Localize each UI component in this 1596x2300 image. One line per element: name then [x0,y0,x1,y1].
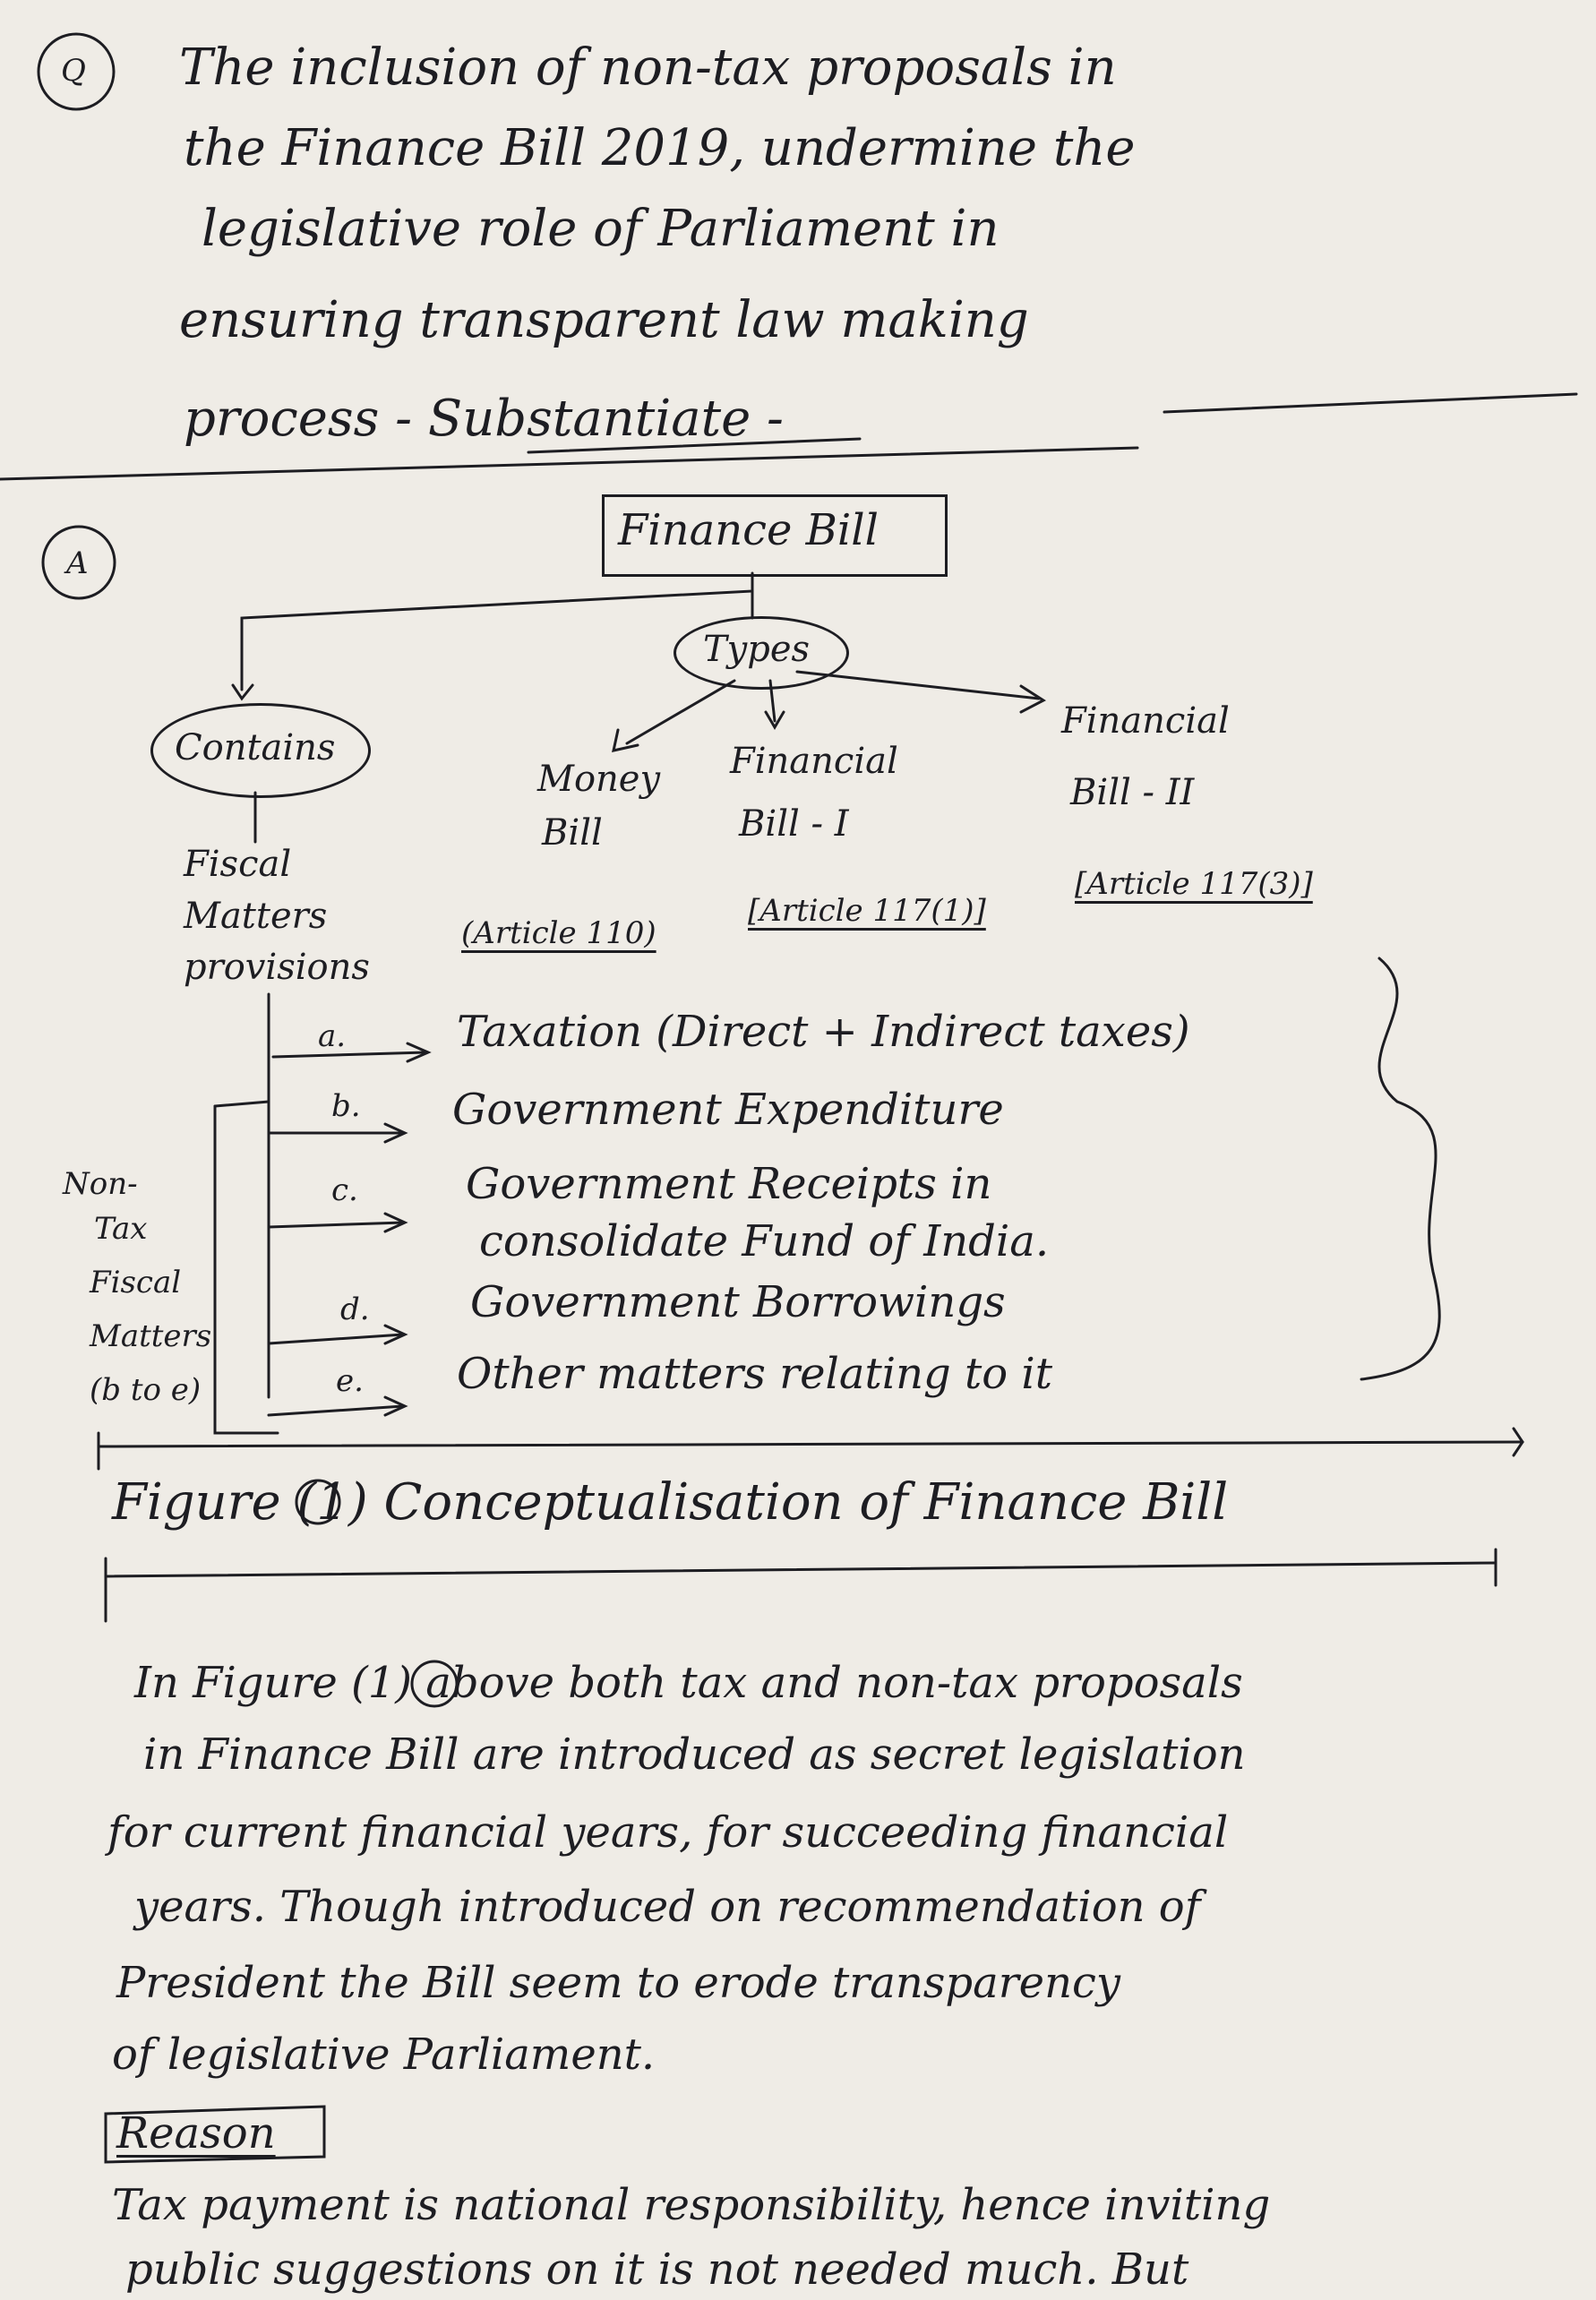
provision-text: Taxation (Direct + Indirect taxes) [457,1007,1190,1057]
provision-text: Government Expenditure [452,1085,1004,1135]
provision-text: Other matters relating to it [457,1349,1053,1399]
question-line: the Finance Bill 2019, undermine the [184,119,1136,177]
paragraph-line: President the Bill seem to erode transparency [116,1958,1120,2008]
figure-caption: Figure (1) Conceptualisation of Finance Bill [112,1473,1229,1532]
non-tax-label: Matters [90,1318,212,1354]
provision-text: Government Borrowings [470,1277,1006,1327]
contains-item: provisions [184,947,370,988]
provision-letter: b. [331,1088,361,1124]
type-name: Money [537,759,661,800]
paragraph-line: for current financial years, for succeeding financial [107,1807,1229,1858]
type-name: Financial [730,741,898,782]
paragraph-line: years. Though introduced on recommendation of [134,1882,1201,1932]
question-line: legislative role of Parliament in [202,200,1000,258]
reason-heading: Reason [116,2108,276,2158]
contains-item: Matters [184,896,328,937]
type-article: (Article 110) [461,915,656,951]
contains-label: Contains [175,727,336,768]
provision-text: Government Receipts in [466,1159,992,1209]
provision-letter: c. [331,1172,358,1208]
question-marker: Q [61,53,86,89]
non-tax-label: Tax [94,1211,148,1247]
question-line: ensuring transparent law making [179,291,1029,349]
provision-letter: a. [318,1018,347,1054]
type-name: Bill - I [739,803,849,845]
paragraph-line: In Figure (1) above both tax and non-tax proposals [134,1658,1243,1708]
provision-letter: d. [340,1292,370,1327]
paragraph-line: of legislative Parliament. [112,2030,656,2080]
paragraph-line: in Finance Bill are introduced as secret legislation [143,1729,1246,1780]
non-tax-label: Fiscal [90,1265,182,1300]
type-name: Financial [1061,700,1230,742]
non-tax-label: (b to e) [90,1372,202,1408]
answer-marker: A [66,545,89,581]
reason-line: Tax payment is national responsibility, hence inviting [112,2180,1271,2230]
types-label: Types [703,629,811,670]
reason-line: public suggestions on it is not needed much. But [125,2244,1189,2295]
type-article: [Article 117(1)] [748,893,986,929]
question-line: process - Substantiate - [184,390,784,448]
type-name: Bill [542,812,603,854]
provision-letter: e. [336,1363,364,1399]
contains-item: Fiscal [184,844,292,885]
finance-bill-title: Finance Bill [618,505,879,555]
type-name: Bill - II [1070,772,1195,813]
non-tax-label: Non- [63,1166,138,1202]
question-line: The inclusion of non-tax proposals in [179,39,1117,97]
provision-text: consolidate Fund of India. [479,1216,1050,1266]
type-article: [Article 117(3)] [1075,866,1313,902]
